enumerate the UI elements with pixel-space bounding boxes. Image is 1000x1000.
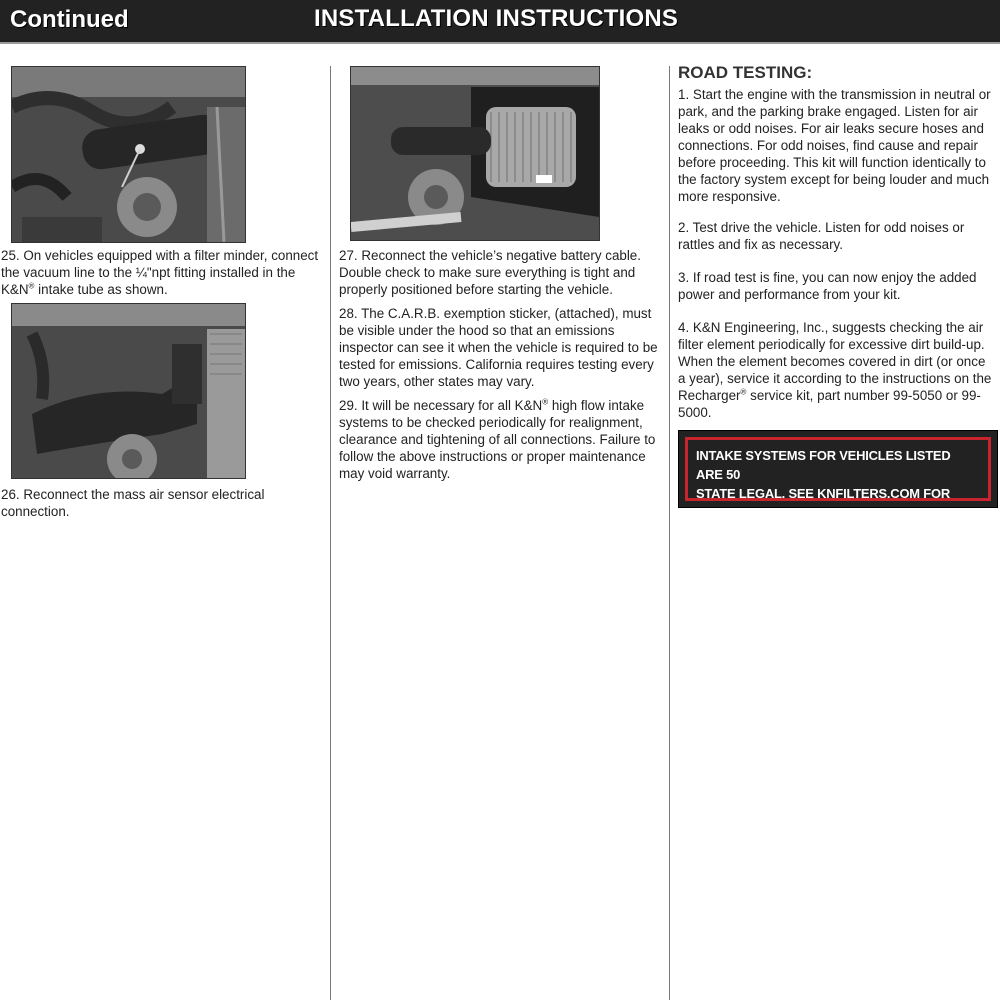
step-25-text-main: 25. On vehicles equipped with a filter minder, connect the vacuum line to the ¼"npt fitting installed in the K&N: [1, 248, 319, 297]
step-25-text: [1, 247, 326, 298]
registered-mark: ®: [542, 397, 549, 407]
continued-label: Continued: [10, 6, 129, 33]
step-29-text-main: 29. It will be necessary for all K&N: [339, 398, 543, 413]
road-test-item-2: 2. Test drive the vehicle. Listen for odd noises or rattles and fix as necessary.: [678, 220, 965, 252]
road-test-item-4-main: 4. K&N Engineering, Inc., suggests checking the air filter element periodically for excessive dirt build-up. When the element becomes covered in dirt (or once a year), service it according to the instructions on the Recharger: [678, 320, 992, 403]
engine-photo-intake-tube-filter: [350, 66, 600, 241]
engine-photo-vacuum-line: [11, 66, 246, 243]
page-title: INSTALLATION INSTRUCTIONS: [314, 5, 679, 32]
registered-mark: ®: [28, 281, 35, 291]
header-bar: [0, 0, 1000, 44]
step-29-text: [339, 397, 664, 482]
notice-text: INTAKE SYSTEMS FOR VEHICLES LISTED ARE 50 STATE LEGAL. SEE KNFILTERS.COM FOR CARB STATUS ON EACH PART FOR A SPECIFIC VEHICLE.: [696, 448, 951, 558]
step-27-text: 27. Reconnect the vehicle’s negative battery cable. Double check to make sure everything is tight and properly positioned before starting the vehicle.: [339, 248, 641, 297]
notice-red-border: [685, 437, 991, 558]
road-test-item-1: 1. Start the engine with the transmission in neutral or park, and the parking brake engaged. Listen for air leaks or odd noises. For air leaks secure hoses and connections. For odd noises, find cause and repair before proceeding. This kit will function identically to the factory system except for being louder and much more responsive.: [678, 87, 991, 204]
step-25-text-end: intake tube as shown.: [34, 282, 168, 297]
road-testing-heading: ROAD TESTING:: [678, 63, 813, 82]
step-29-text-end: high flow intake systems to be checked periodically for realignment, clearance and tightening of all connections. Failure to follow the above instructions or proper maintenance may void warranty.: [339, 398, 656, 481]
column-divider-2: [669, 66, 670, 1000]
engine-photo-mass-air-sensor: [11, 303, 246, 479]
registered-mark: ®: [740, 387, 747, 397]
road-test-item-4-end: service kit, part number 99-5050 or 99-5000.: [678, 388, 981, 420]
road-test-item-4: [678, 319, 996, 421]
carb-legal-notice: [678, 430, 998, 558]
step-28-text: 28. The C.A.R.B. exemption sticker, (attached), must be visible under the hood so that an emissions inspector can see it when the vehicle is required to be tested for emissions. California requires testing every two years, other states may vary.: [339, 306, 658, 389]
column-divider-1: [330, 66, 331, 1000]
step-26-text: 26. Reconnect the mass air sensor electrical connection.: [1, 487, 265, 519]
road-test-item-3: 3. If road test is fine, you can now enjoy the added power and performance from your kit.: [678, 270, 977, 302]
